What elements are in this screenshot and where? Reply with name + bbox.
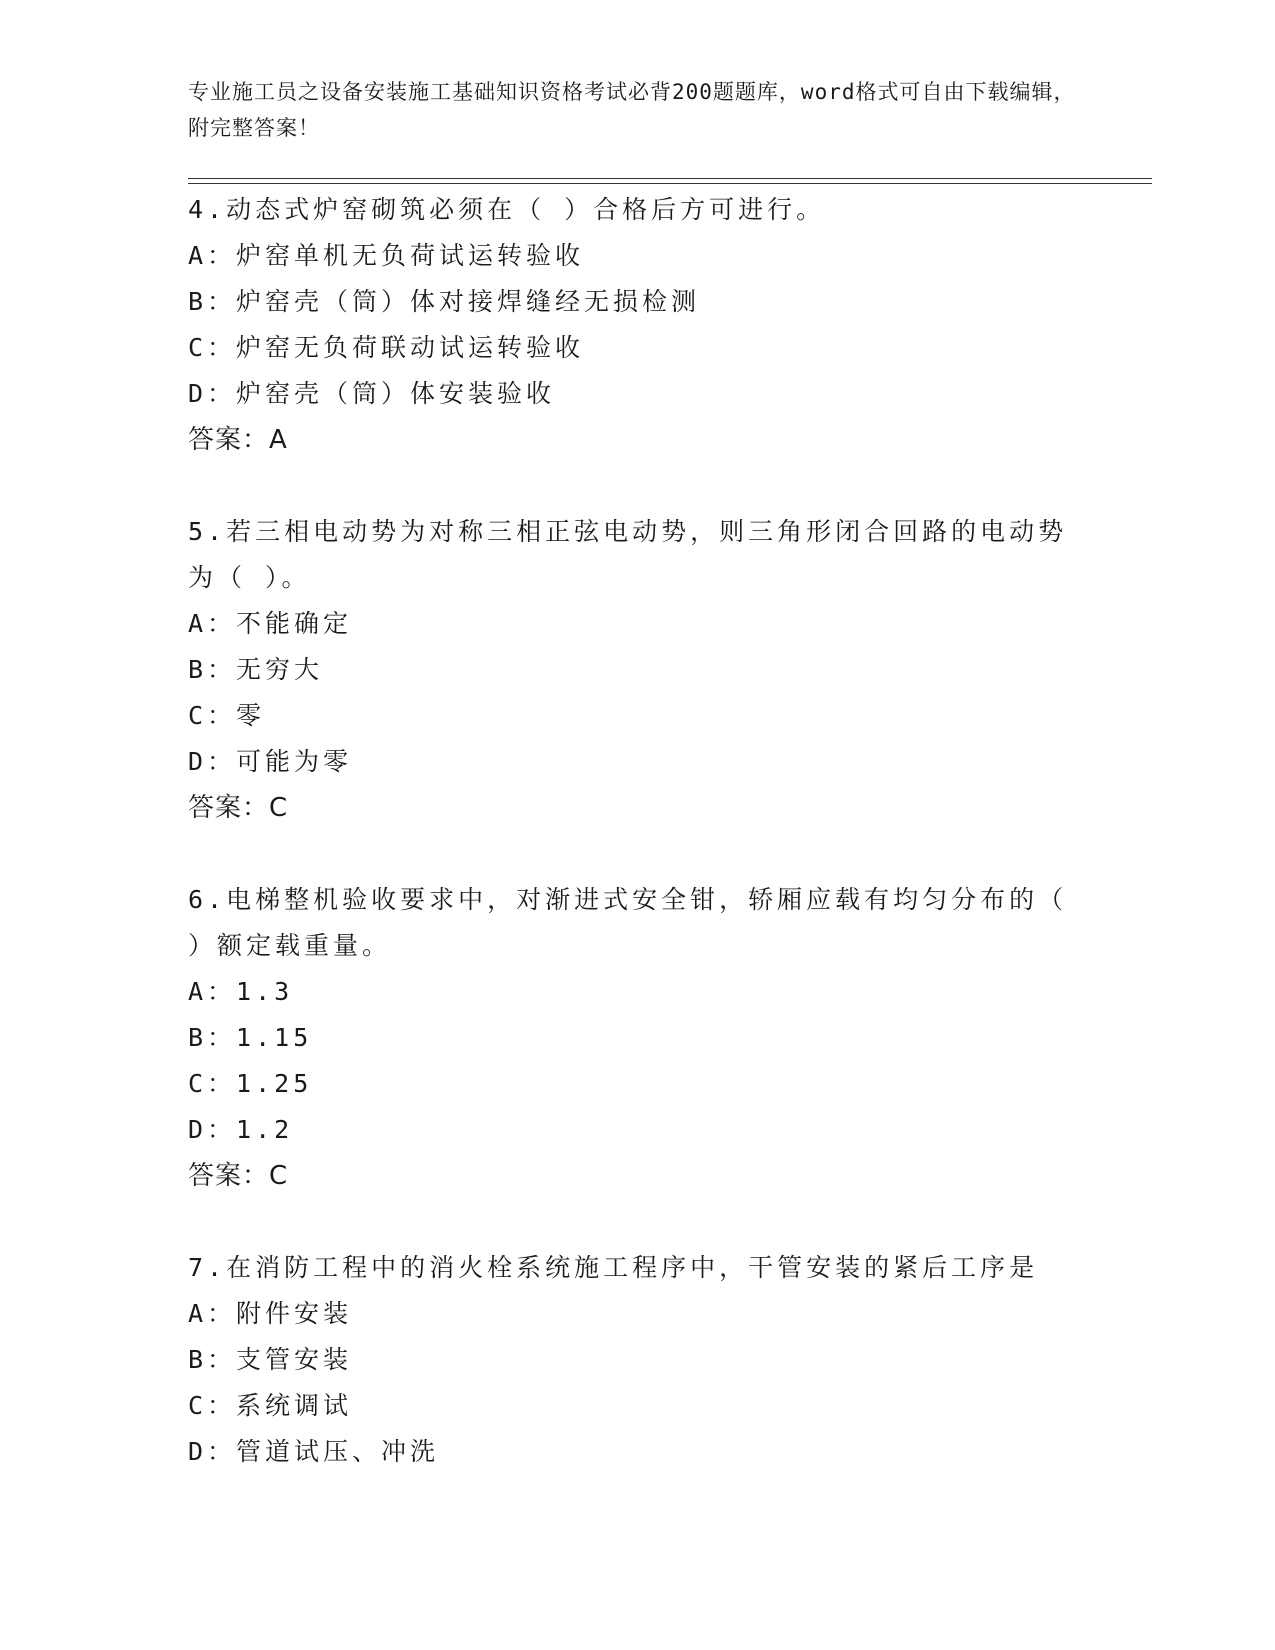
question-7 xyxy=(188,1245,1088,1475)
question-stem: 4.动态式炉窑砌筑必须在（ ）合格后方可进行。 xyxy=(188,195,826,224)
question-stem: 7.在消防工程中的消火栓系统施工程序中，干管安装的紧后工序是 xyxy=(188,1253,1039,1282)
option-c: C：系统调试 xyxy=(188,1391,353,1420)
option-a: A：附件安装 xyxy=(188,1299,353,1328)
option-d: D：炉窑壳（筒）体安装验收 xyxy=(188,379,556,408)
option-c: C：1.25 xyxy=(188,1069,313,1098)
option-c: C：零 xyxy=(188,701,266,730)
option-b: B：支管安装 xyxy=(188,1345,353,1374)
answer-label: 答案：A xyxy=(188,425,288,455)
option-a: A：1.3 xyxy=(188,977,294,1006)
question-4 xyxy=(188,187,1088,463)
option-b: B：无穷大 xyxy=(188,655,324,684)
question-5 xyxy=(188,509,1088,831)
option-c: C：炉窑无负荷联动试运转验收 xyxy=(188,333,585,362)
option-a: A：不能确定 xyxy=(188,609,353,638)
option-b: B：1.15 xyxy=(188,1023,313,1052)
question-spacer xyxy=(188,463,1088,509)
answer-label: 答案：C xyxy=(188,793,289,823)
question-spacer xyxy=(188,831,1088,877)
option-a: A：炉窑单机无负荷试运转验收 xyxy=(188,241,585,270)
header-divider-top xyxy=(188,178,1152,179)
option-d: D：管道试压、冲洗 xyxy=(188,1437,440,1466)
answer-label: 答案：C xyxy=(188,1161,289,1191)
header-divider-bottom xyxy=(188,183,1152,184)
option-d: D：可能为零 xyxy=(188,747,353,776)
question-list xyxy=(188,187,1088,1475)
option-d: D：1.2 xyxy=(188,1115,294,1144)
option-b: B：炉窑壳（筒）体对接焊缝经无损检测 xyxy=(188,287,701,316)
document-header: 专业施工员之设备安装施工基础知识资格考试必背200题题库，word格式可自由下载编辑，附完整答案！ xyxy=(188,80,1076,140)
question-6 xyxy=(188,877,1088,1199)
question-spacer xyxy=(188,1199,1088,1245)
question-stem: 6.电梯整机验收要求中，对渐进式安全钳，轿厢应载有均匀分布的（ ）额定载重量。 xyxy=(188,885,1068,960)
question-stem: 5.若三相电动势为对称三相正弦电动势，则三角形闭合回路的电动势为（ ）。 xyxy=(188,517,1068,592)
